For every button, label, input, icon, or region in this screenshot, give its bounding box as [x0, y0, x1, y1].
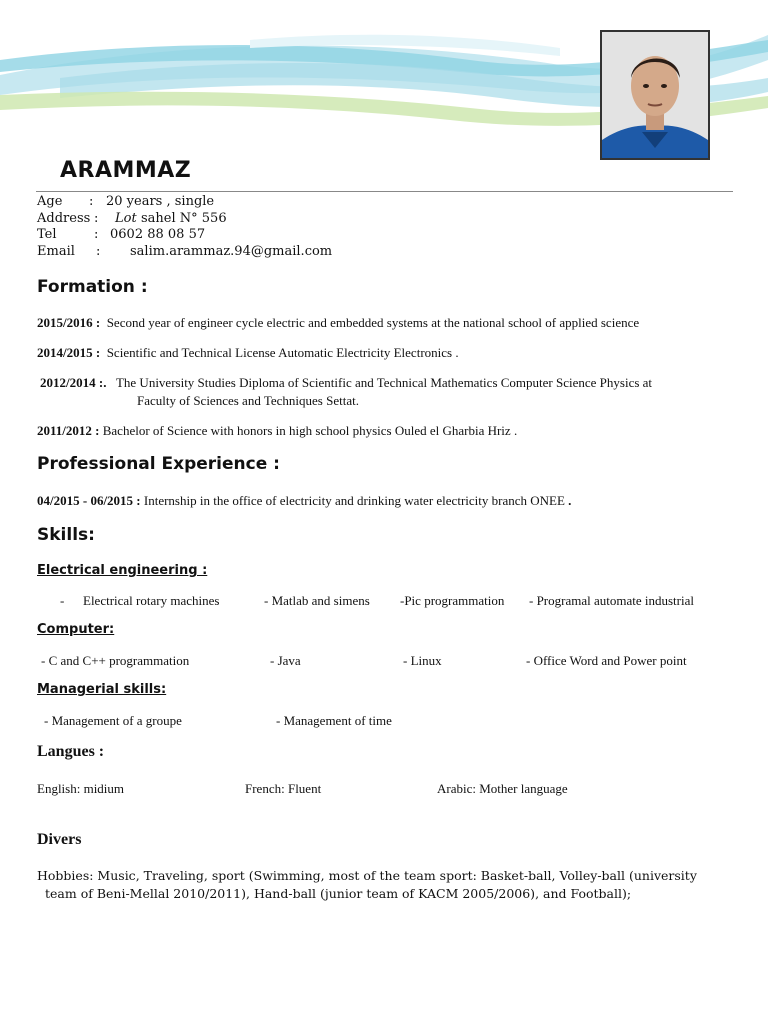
- formation-date: 2015/2016 :: [37, 315, 101, 330]
- experience-date: 04/2015 - 06/2015 :: [37, 493, 141, 508]
- address-value: sahel N° 556: [141, 211, 227, 226]
- langues-heading: Langues :: [37, 743, 105, 760]
- formation-item: [37, 345, 459, 361]
- experience-item: [37, 493, 571, 509]
- formation-text: Scientific and Technical License Automatic Electricity Electronics .: [106, 345, 459, 360]
- formation-date: 2011/2012 :: [37, 423, 100, 438]
- age-value: 20 years , single: [106, 194, 215, 209]
- divers-heading: Divers: [37, 831, 82, 848]
- age-label: Age: [37, 194, 63, 209]
- skill-item: -Pic programmation: [400, 593, 505, 608]
- skill-item: - Office Word and Power point: [526, 653, 687, 668]
- skill-item: - Linux: [403, 653, 442, 668]
- experience-tail: .: [568, 493, 572, 508]
- formation-item: [37, 423, 517, 439]
- language-item: French: Fluent: [245, 781, 322, 796]
- formation-item: [37, 315, 639, 331]
- computer-heading: Computer:: [37, 622, 115, 637]
- formation-text: Second year of engineer cycle electric and embedded systems at the national school of applied science: [106, 315, 640, 330]
- skill-item: Electrical rotary machines: [83, 593, 220, 608]
- address-lot: Lot: [115, 211, 137, 226]
- address-separator: :: [94, 211, 99, 226]
- profile-photo: [600, 30, 710, 160]
- tel-separator: :: [94, 227, 99, 242]
- email-separator: :: [96, 244, 101, 259]
- hobbies-line-2: team of Beni-Mellal 2010/2011), Hand-ball (junior team of KACM 2005/2006), and Football);: [45, 886, 632, 901]
- formation-text: Bachelor of Science with honors in high school physics Ouled el Gharbia Hriz .: [102, 423, 518, 438]
- skill-item: - C and C++ programmation: [41, 653, 190, 668]
- hobbies-line-1: Hobbies: Music, Traveling, sport (Swimming, most of the team sport: Basket-ball, Volley-ball (university: [37, 868, 697, 883]
- tel-value: 0602 88 08 57: [110, 227, 206, 242]
- language-item: Arabic: Mother language: [437, 781, 568, 796]
- managerial-heading: Managerial skills:: [37, 682, 167, 697]
- formation-text-continued: Faculty of Sciences and Techniques Settat.: [137, 393, 359, 408]
- formation-item: [40, 375, 652, 391]
- skill-item: - Matlab and simens: [264, 593, 370, 608]
- experience-heading: Professional Experience :: [37, 454, 280, 474]
- formation-date: 2012/2014 :.: [40, 375, 107, 390]
- skill-item: - Java: [270, 653, 301, 668]
- formation-text: The University Studies Diploma of Scientific and Technical Mathematics Computer Science Physics at: [115, 375, 653, 390]
- address-label: Address: [37, 211, 91, 226]
- language-item: English: midium: [37, 781, 125, 796]
- skills-heading: Skills:: [37, 525, 95, 545]
- skill-item: - Management of time: [276, 713, 392, 728]
- electrical-heading: Electrical engineering :: [37, 563, 208, 578]
- age-separator: :: [89, 194, 94, 209]
- tel-label: Tel: [37, 227, 57, 242]
- skill-item: - Programal automate industrial: [529, 593, 694, 608]
- portrait-image: [602, 32, 708, 158]
- skill-bullet: -: [60, 593, 65, 608]
- skill-item: - Management of a groupe: [44, 713, 182, 728]
- formation-heading: Formation :: [37, 277, 148, 297]
- email-value[interactable]: salim.arammaz.94@gmail.com: [130, 244, 333, 259]
- candidate-name: ARAMMAZ: [60, 158, 192, 183]
- formation-date: 2014/2015 :: [37, 345, 101, 360]
- email-label: Email: [37, 244, 75, 259]
- experience-text: Internship in the office of electricity and drinking water electricity branch ONEE: [143, 493, 565, 508]
- header-divider: [36, 191, 733, 192]
